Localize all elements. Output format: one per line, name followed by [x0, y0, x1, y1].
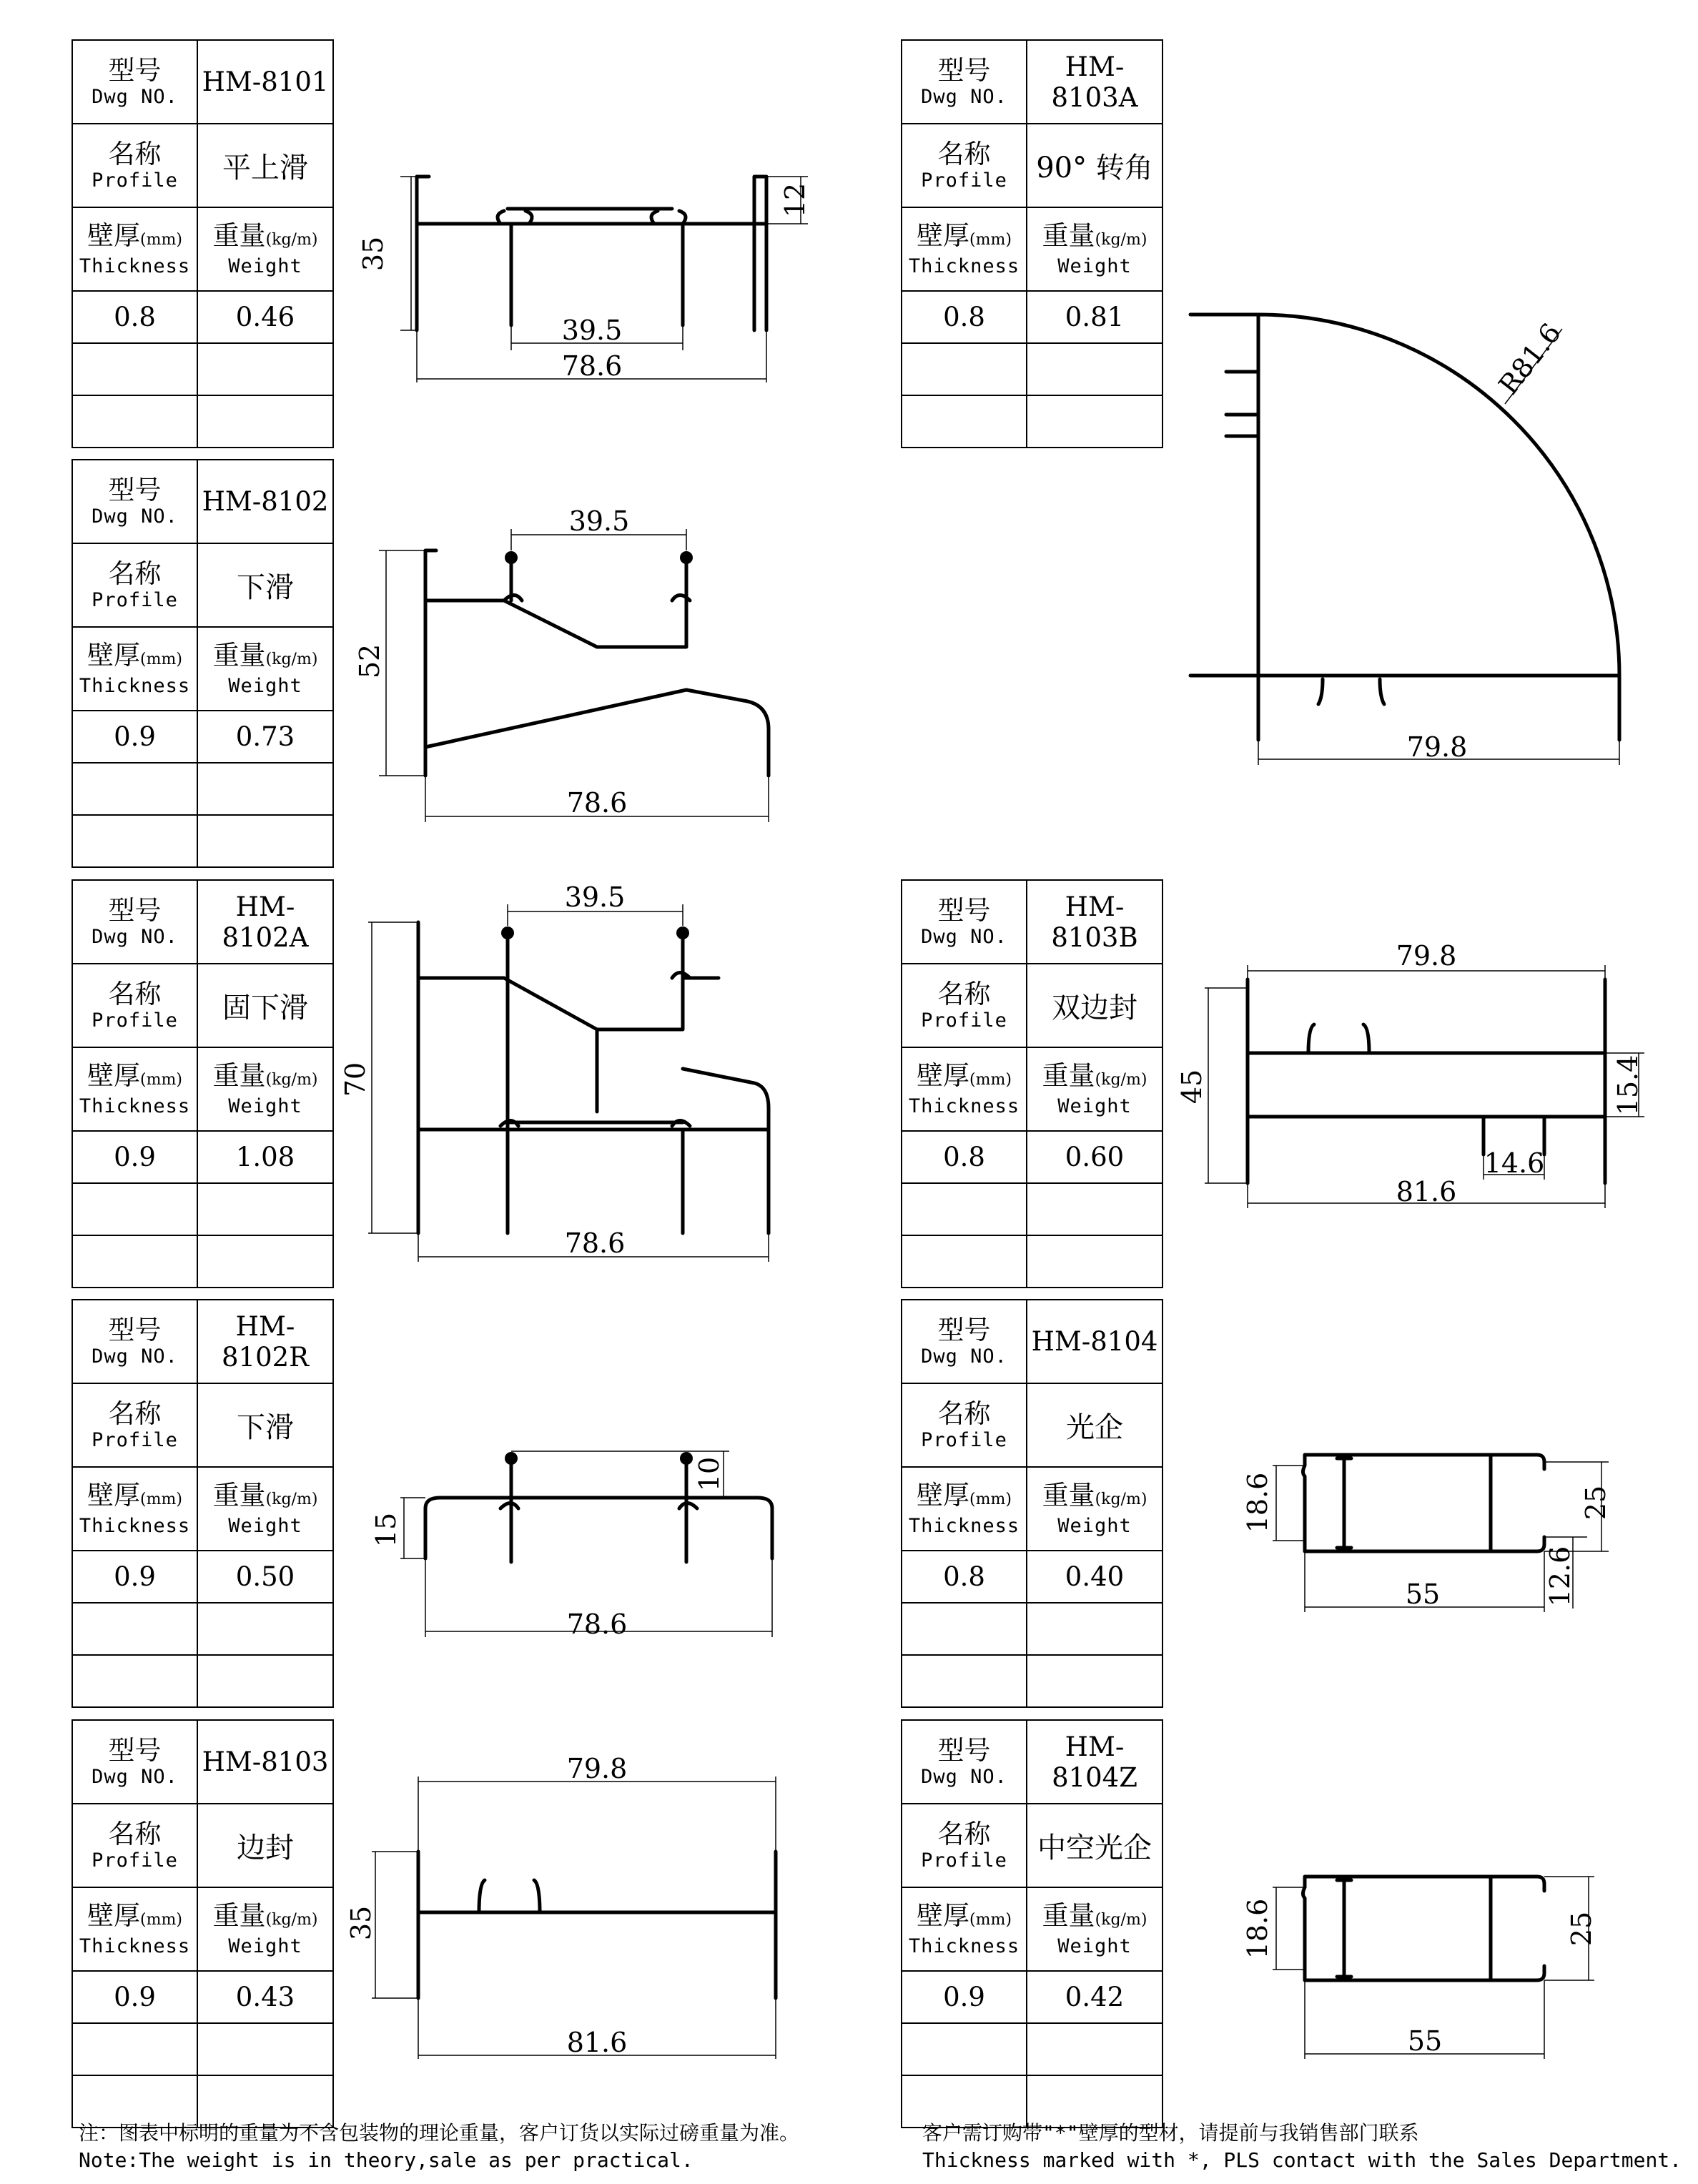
weight-value: 0.46 — [197, 291, 333, 343]
empty-cell — [197, 1603, 333, 1655]
profile-name: 下滑 — [197, 543, 333, 627]
weight-label: 重量(kg/m) Weight — [197, 1467, 333, 1551]
profile-label: 名称 Profile — [902, 964, 1027, 1047]
weight-note-en: Note:The weight is in theory,sale as per practical. — [79, 2148, 693, 2172]
empty-cell — [197, 1655, 333, 1707]
profile-drawing-hm-8103 — [345, 1753, 822, 2066]
empty-cell — [197, 815, 333, 867]
profile-drawing-hm-8101 — [357, 164, 822, 400]
thickness-value: 0.8 — [902, 291, 1027, 343]
weight-value: 0.42 — [1027, 1971, 1163, 2023]
spec-table-hm-8103a — [901, 39, 1163, 448]
dim-label: 79.8 — [566, 1753, 628, 1784]
dim-label: 78.6 — [561, 350, 623, 382]
weight-label: 重量(kg/m) Weight — [1027, 1047, 1163, 1131]
dim-label: 25 — [1566, 1911, 1597, 1947]
profile-name: 双边封 — [1027, 964, 1163, 1047]
empty-cell — [72, 1235, 197, 1288]
weight-value: 0.73 — [197, 711, 333, 763]
weight-label: 重量(kg/m) Weight — [197, 627, 333, 711]
profile-drawing-hm-8102 — [354, 500, 822, 829]
profile-drawing-hm-8104 — [1215, 1430, 1616, 1623]
empty-cell — [72, 1655, 197, 1707]
dim-label: 79.8 — [1396, 940, 1457, 972]
dim-label: 81.6 — [1396, 1176, 1457, 1207]
thickness-value: 0.8 — [902, 1551, 1027, 1603]
dwg-number: HM-8102 — [197, 460, 333, 543]
dwg-label: 型号 Dwg NO. — [72, 1720, 197, 1804]
empty-cell — [902, 343, 1027, 395]
dim-label: 15 — [370, 1512, 402, 1548]
empty-cell — [72, 1183, 197, 1235]
dwg-label: 型号 Dwg NO. — [902, 40, 1027, 124]
spec-table-hm-8103b — [901, 879, 1163, 1288]
dim-label: 39.5 — [564, 881, 626, 913]
dim-label: 78.6 — [564, 1227, 626, 1259]
weight-value: 0.40 — [1027, 1551, 1163, 1603]
dwg-label: 型号 Dwg NO. — [72, 460, 197, 543]
empty-cell — [72, 763, 197, 815]
empty-cell — [1027, 395, 1163, 448]
dim-label: R81.6 — [1492, 317, 1567, 401]
empty-cell — [197, 343, 333, 395]
thickness-label: 壁厚(mm) Thickness — [902, 1887, 1027, 1971]
profile-label: 名称 Profile — [72, 1804, 197, 1887]
order-note-cn: 客户需订购带"*"壁厚的型材，请提前与我销售部门联系 — [922, 2121, 1419, 2145]
thickness-value: 0.9 — [72, 1131, 197, 1183]
profile-label: 名称 Profile — [72, 543, 197, 627]
profile-name: 平上滑 — [197, 124, 333, 207]
weight-label: 重量(kg/m) Weight — [1027, 1467, 1163, 1551]
thickness-value: 0.8 — [72, 291, 197, 343]
profile-drawing-hm-8104z — [1215, 1852, 1616, 2066]
weight-value: 0.60 — [1027, 1131, 1163, 1183]
profile-outline — [425, 550, 769, 776]
thickness-value: 0.9 — [72, 1551, 197, 1603]
weight-value: 0.43 — [197, 1971, 333, 2023]
spec-table-hm-8102a — [71, 879, 334, 1288]
weight-label: 重量(kg/m) Weight — [197, 207, 333, 291]
thickness-value: 0.9 — [72, 1971, 197, 2023]
empty-cell — [72, 815, 197, 867]
dwg-label: 型号 Dwg NO. — [902, 1300, 1027, 1383]
empty-cell — [72, 343, 197, 395]
dim-label: 79.8 — [1406, 731, 1468, 763]
thickness-value: 0.8 — [902, 1131, 1027, 1183]
empty-cell — [197, 1183, 333, 1235]
thickness-value: 0.9 — [72, 711, 197, 763]
profile-label: 名称 Profile — [902, 124, 1027, 207]
profile-name: 90° 转角 — [1027, 124, 1163, 207]
empty-cell — [902, 1655, 1027, 1707]
thickness-label: 壁厚(mm) Thickness — [72, 627, 197, 711]
weight-note-cn: 注：图表中标明的重量为不含包装物的理论重量，客户订货以实际过磅重量为准。 — [79, 2121, 800, 2145]
dwg-label: 型号 Dwg NO. — [72, 1300, 197, 1383]
profile-name: 固下滑 — [197, 964, 333, 1047]
thickness-label: 壁厚(mm) Thickness — [72, 207, 197, 291]
dim-label: 14.6 — [1484, 1147, 1545, 1179]
profile-name: 光企 — [1027, 1383, 1163, 1467]
profile-name: 边封 — [197, 1804, 333, 1887]
empty-cell — [902, 1183, 1027, 1235]
dim-label: 10 — [693, 1456, 725, 1492]
spec-table-hm-8101 — [71, 39, 334, 448]
dim-label: 39.5 — [568, 505, 630, 537]
empty-cell — [1027, 343, 1163, 395]
dim-label: 12 — [779, 182, 811, 218]
dwg-label: 型号 Dwg NO. — [72, 40, 197, 124]
weight-value: 0.81 — [1027, 291, 1163, 343]
dim-label: 45 — [1176, 1069, 1208, 1105]
dwg-number: HM-8103 — [197, 1720, 333, 1804]
thickness-value: 0.9 — [902, 1971, 1027, 2023]
empty-cell — [1027, 1183, 1163, 1235]
profile-name: 中空光企 — [1027, 1804, 1163, 1887]
weight-value: 0.50 — [197, 1551, 333, 1603]
dim-label: 18.6 — [1242, 1898, 1273, 1960]
dim-label: 35 — [345, 1905, 377, 1941]
thickness-label: 壁厚(mm) Thickness — [902, 1047, 1027, 1131]
weight-label: 重量(kg/m) Weight — [1027, 207, 1163, 291]
empty-cell — [1027, 1235, 1163, 1288]
empty-cell — [902, 1235, 1027, 1288]
dim-label: 35 — [357, 236, 389, 272]
dim-label: 55 — [1405, 1578, 1441, 1610]
profile-outline — [1303, 1877, 1545, 1980]
profile-label: 名称 Profile — [902, 1383, 1027, 1467]
spec-table-hm-8104 — [901, 1299, 1163, 1708]
dim-label: 12.6 — [1544, 1546, 1576, 1607]
dwg-label: 型号 Dwg NO. — [902, 1720, 1027, 1804]
thickness-label: 壁厚(mm) Thickness — [902, 207, 1027, 291]
profile-outline — [1248, 979, 1605, 1183]
dwg-number: HM-8103B — [1027, 880, 1163, 964]
empty-cell — [902, 395, 1027, 448]
dim-label: 81.6 — [566, 2027, 628, 2058]
profile-outline — [417, 177, 766, 330]
dwg-number: HM-8104 — [1027, 1300, 1163, 1383]
dim-label: 25 — [1580, 1485, 1611, 1521]
empty-cell — [197, 1235, 333, 1288]
dim-label: 18.6 — [1242, 1472, 1273, 1533]
dim-label: 70 — [340, 1062, 371, 1097]
profile-drawing-hm-8103b — [1176, 937, 1644, 1222]
empty-cell — [902, 1603, 1027, 1655]
dim-label: 78.6 — [566, 787, 628, 819]
profile-name: 下滑 — [197, 1383, 333, 1467]
spec-table-hm-8104z — [901, 1719, 1163, 2128]
profile-label: 名称 Profile — [72, 964, 197, 1047]
weight-value: 1.08 — [197, 1131, 333, 1183]
thickness-label: 壁厚(mm) Thickness — [72, 1467, 197, 1551]
thickness-label: 壁厚(mm) Thickness — [72, 1047, 197, 1131]
dwg-number: HM-8102A — [197, 880, 333, 964]
empty-cell — [1027, 1655, 1163, 1707]
dim-label: 52 — [354, 643, 385, 679]
dwg-number: HM-8104Z — [1027, 1720, 1163, 1804]
empty-cell — [197, 763, 333, 815]
spec-table-hm-8103 — [71, 1719, 334, 2128]
dwg-label: 型号 Dwg NO. — [72, 880, 197, 964]
empty-cell — [1027, 2023, 1163, 2075]
profile-label: 名称 Profile — [72, 124, 197, 207]
profile-outline — [1303, 1455, 1545, 1551]
dim-label: 78.6 — [566, 1609, 628, 1640]
empty-cell — [72, 1603, 197, 1655]
dim-label: 15.4 — [1612, 1054, 1644, 1116]
profile-drawing-hm-8102r — [357, 1430, 822, 1659]
dwg-label: 型号 Dwg NO. — [902, 880, 1027, 964]
empty-cell — [197, 2023, 333, 2075]
dwg-number: HM-8102R — [197, 1300, 333, 1383]
profile-outline — [1190, 315, 1619, 740]
empty-cell — [72, 2023, 197, 2075]
weight-label: 重量(kg/m) Weight — [197, 1047, 333, 1131]
profile-label: 名称 Profile — [902, 1804, 1027, 1887]
empty-cell — [197, 395, 333, 448]
spec-table-hm-8102 — [71, 459, 334, 868]
empty-cell — [1027, 1603, 1163, 1655]
order-note-en: Thickness marked with *, PLS contact with the Sales Department. — [922, 2148, 1682, 2172]
profile-outline — [418, 1852, 776, 1998]
empty-cell — [902, 2023, 1027, 2075]
dwg-number: HM-8103A — [1027, 40, 1163, 124]
weight-label: 重量(kg/m) Weight — [197, 1887, 333, 1971]
dwg-number: HM-8101 — [197, 40, 333, 124]
profile-drawing-hm-8103a — [1180, 300, 1644, 786]
thickness-label: 壁厚(mm) Thickness — [72, 1887, 197, 1971]
empty-cell — [72, 395, 197, 448]
dim-label: 55 — [1407, 2025, 1443, 2057]
weight-label: 重量(kg/m) Weight — [1027, 1887, 1163, 1971]
profile-outline — [418, 922, 769, 1233]
thickness-label: 壁厚(mm) Thickness — [902, 1467, 1027, 1551]
dim-label: 39.5 — [561, 315, 623, 346]
profile-label: 名称 Profile — [72, 1383, 197, 1467]
profile-drawing-hm-8102a — [340, 879, 822, 1265]
spec-table-hm-8102r — [71, 1299, 334, 1708]
